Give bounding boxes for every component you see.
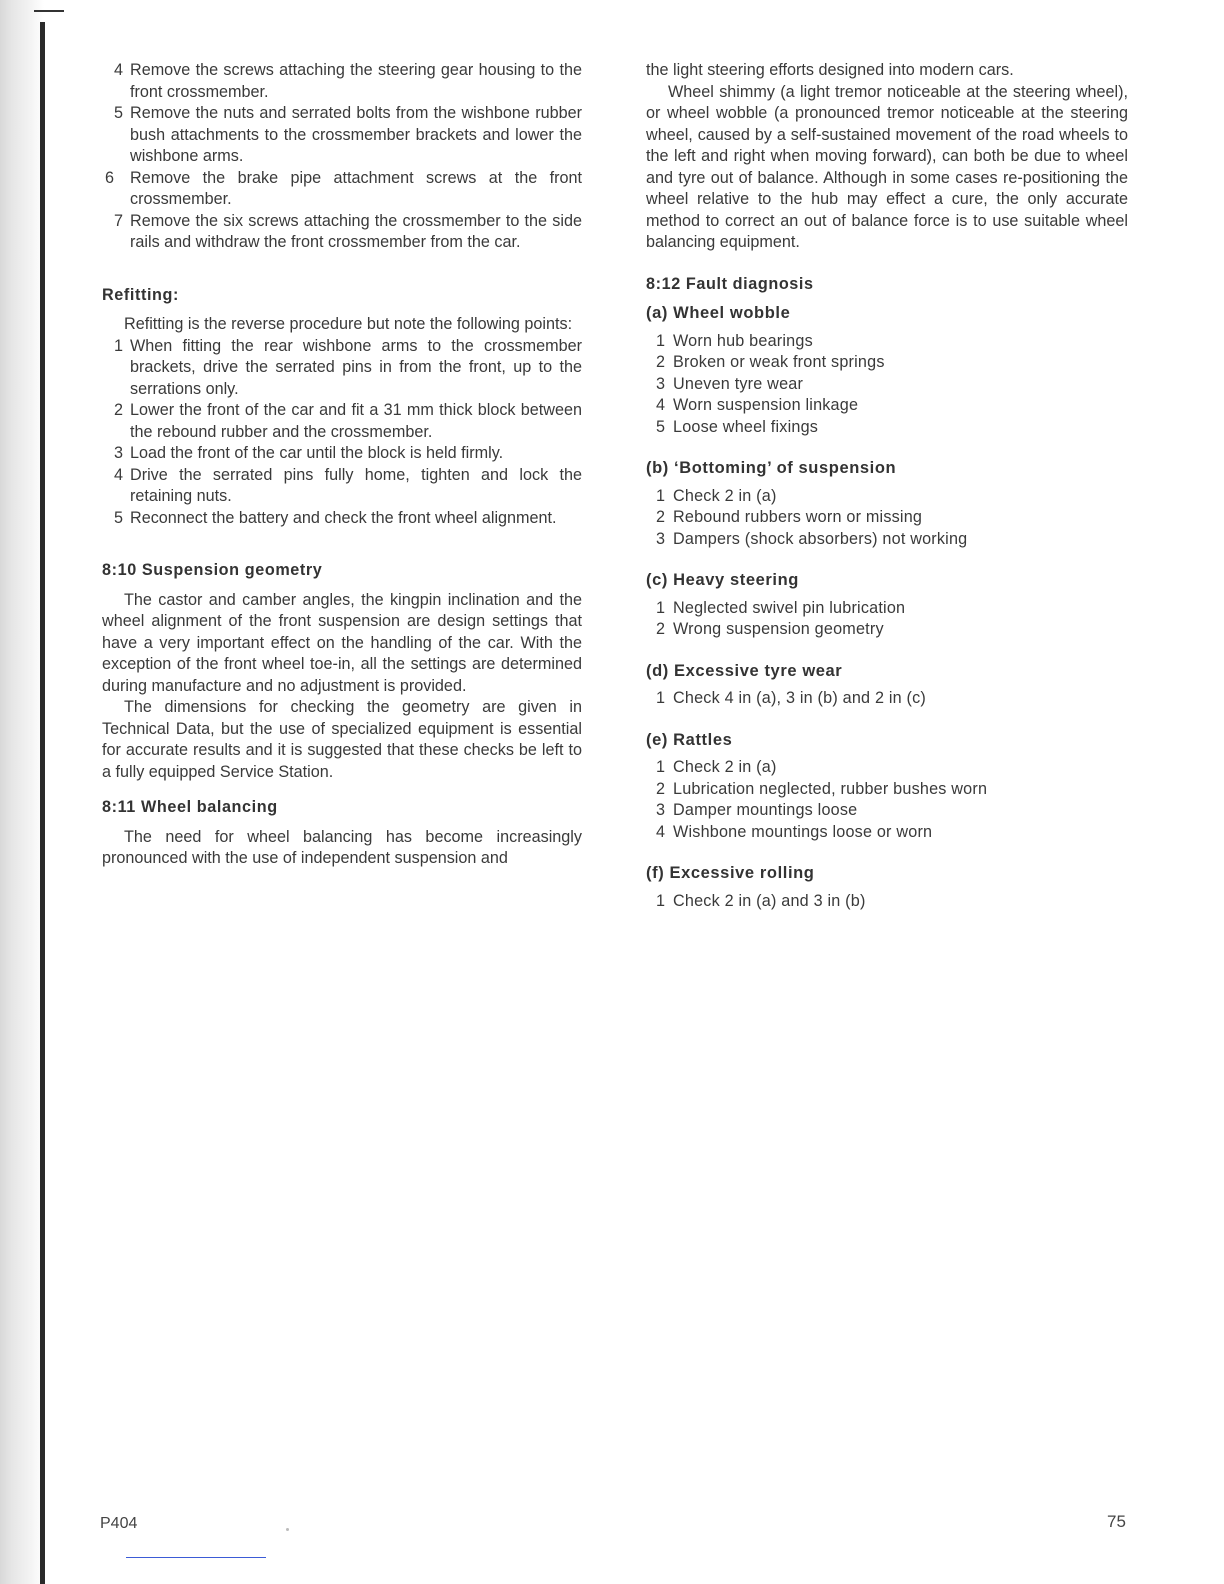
list-item: 4 Drive the serrated pins fully home, tighten and lock the retaining nuts.: [114, 465, 582, 505]
paragraph: the light steering efforts designed into modern cars.: [646, 61, 1014, 79]
list-item: 5 Remove the nuts and serrated bolts from the wishbone rubber bush attachments to the crossmember brackets and lower the wishbone arms.: [114, 104, 582, 165]
fault-group-title: (a) Wheel wobble: [646, 304, 791, 322]
list-item: 3 Uneven tyre wear: [656, 374, 804, 393]
fault-group-title: (b) ‘Bottoming’ of suspension: [646, 459, 897, 477]
corner-mark: [34, 10, 64, 12]
list-item: 2 Rebound rubbers worn or missing: [656, 508, 923, 526]
speck-mark: [286, 1528, 289, 1531]
fault-group-d: [646, 661, 1128, 710]
paragraph: Wheel shimmy (a light tremor noticeable at the steering wheel), or wheel wobble (a pronounced tremor noticeable at the steering wheel, caused by a self-sustained movement of the road wheels to the left and right when moving forward), can both be due to wheel and tyre out of balance. Although in some cases re-positioning the wheel relative to the hub may effect a cure, the only accurate method to correct an out of balance force is to use suitable wheel balancing equipment.: [646, 82, 1128, 251]
section-heading-8-10: 8:10 Suspension geometry: [102, 561, 323, 579]
paragraph: The castor and camber angles, the kingpin inclination and the wheel alignment of the front suspension are design settings that have a very important effect on the handling of the car. With the exception of the front wheel toe-in, all the settings are determined during manufacture and no adjustment is provided.: [102, 590, 582, 695]
list-item: 2 Wrong suspension geometry: [656, 620, 884, 638]
fault-group-b: [646, 458, 1128, 550]
list-item: 4 Wishbone mountings loose or worn: [656, 822, 933, 841]
refitting-intro: Refitting is the reverse procedure but note the following points:: [124, 315, 573, 333]
left-column: [102, 60, 582, 870]
list-item: 3 Load the front of the car until the block is held firmly.: [114, 444, 504, 462]
right-column: [646, 60, 1128, 912]
fault-group-e: [646, 730, 1128, 844]
list-item: 2 Lubrication neglected, rubber bushes worn: [656, 779, 988, 798]
list-item: 3 Damper mountings loose: [656, 801, 858, 819]
fault-group-title: (e) Rattles: [646, 730, 733, 749]
list-item: 6 Remove the brake pipe attachment screws at the front crossmember.: [105, 168, 582, 208]
list-item: 2 Broken or weak front springs: [656, 353, 885, 371]
list-item: 3 Dampers (shock absorbers) not working: [656, 529, 968, 548]
list-item: 5 Loose wheel fixings: [656, 417, 819, 436]
fault-group-title: (f) Excessive rolling: [646, 864, 815, 882]
list-item: 1 When fitting the rear wishbone arms to the crossmember brackets, drive the serrated pins in from the front, up to the serrations only.: [114, 336, 582, 398]
fault-group-c: [646, 570, 1128, 641]
page-binding-edge: [40, 22, 45, 1584]
section-heading-8-12: 8:12 Fault diagnosis: [646, 274, 814, 293]
paragraph: The need for wheel balancing has become increasingly pronounced with the use of independent suspension and: [102, 827, 582, 867]
list-item: 1 Worn hub bearings: [656, 331, 813, 350]
list-item: 1 Check 2 in (a) and 3 in (b): [656, 891, 866, 910]
removal-steps: [102, 60, 582, 254]
fault-group-title: (c) Heavy steering: [646, 571, 799, 589]
list-item: 4 Remove the screws attaching the steering gear housing to the front crossmember.: [114, 61, 582, 101]
footer-code: P404: [100, 1515, 138, 1532]
page-binding-shadow: [0, 0, 44, 1584]
list-item: 1 Check 2 in (a): [656, 486, 777, 505]
list-item: 2 Lower the front of the car and fit a 31 mm thick block between the rebound rubber and the crossmember.: [114, 401, 582, 441]
underline-mark: [126, 1557, 266, 1558]
list-item: 1 Check 4 in (a), 3 in (b) and 2 in (c): [656, 689, 927, 707]
fault-group-a: [646, 303, 1128, 438]
fault-group-f: [646, 863, 1128, 912]
section-heading-8-11: 8:11 Wheel balancing: [102, 798, 278, 816]
list-item: 4 Worn suspension linkage: [656, 396, 859, 414]
page-number: 75: [1107, 1512, 1126, 1531]
refitting-steps: [102, 336, 582, 530]
paragraph: The dimensions for checking the geometry are given in Technical Data, but the use of specialized equipment is essential for accurate results and it is suggested that these checks be left to a fully equipped Service Station.: [102, 698, 582, 781]
list-item: 7 Remove the six screws attaching the crossmember to the side rails and withdraw the front crossmember from the car.: [114, 211, 582, 251]
list-item: 5 Reconnect the battery and check the front wheel alignment.: [114, 508, 557, 527]
fault-group-title: (d) Excessive tyre wear: [646, 661, 843, 680]
list-item: 1 Check 2 in (a): [656, 758, 777, 776]
refitting-heading: Refitting:: [102, 285, 180, 304]
list-item: 1 Neglected swivel pin lubrication: [656, 598, 906, 617]
